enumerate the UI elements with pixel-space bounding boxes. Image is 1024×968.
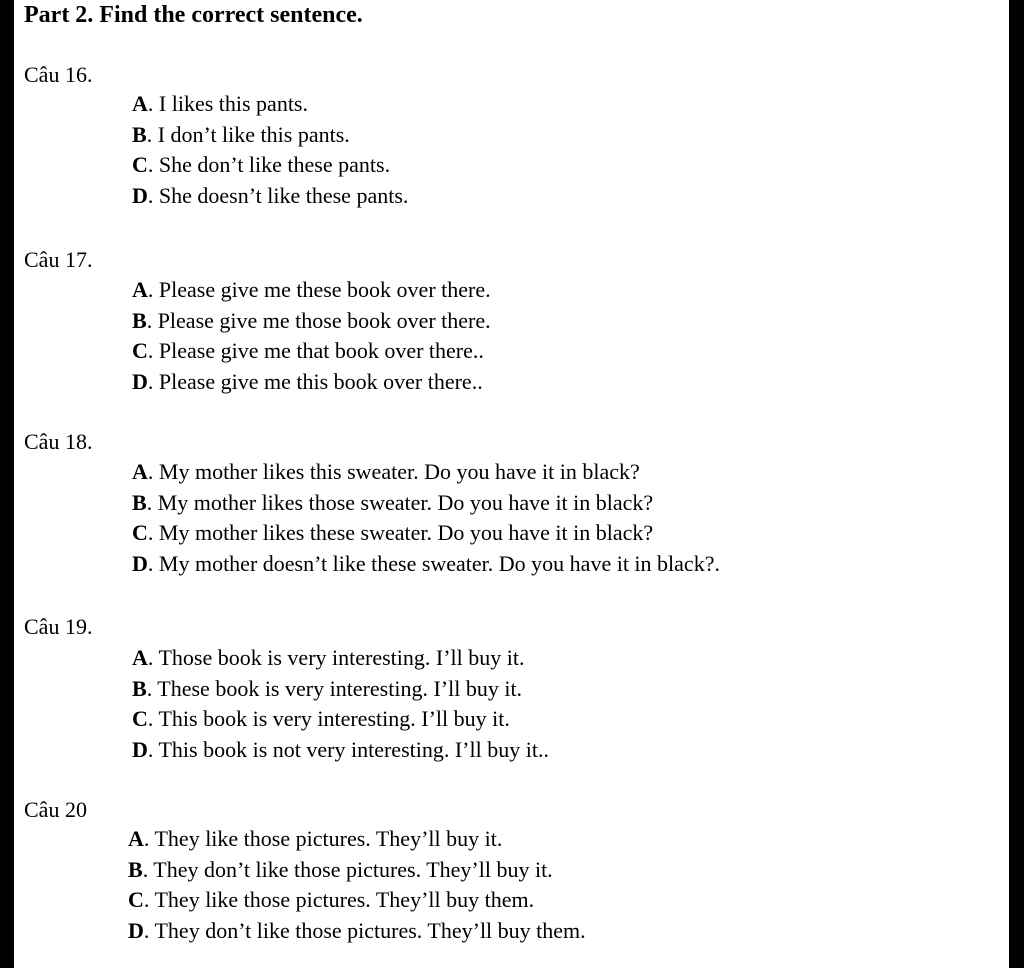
option-d [132, 735, 549, 766]
option-text: . My mother likes this sweater. Do you have it in black? [147, 459, 640, 484]
question-16-options [132, 89, 408, 211]
option-c [132, 336, 491, 367]
question-20-options [128, 824, 586, 946]
option-text: . My mother doesn’t like these sweater. Do you have it in black?. [147, 550, 720, 576]
option-text: . These book is very interesting. I’ll buy it. [146, 675, 523, 701]
option-a [132, 643, 549, 674]
question-19-label: Câu 19. [24, 614, 93, 639]
option-b [132, 488, 720, 519]
option-text: . This book is not very interesting. I’ll buy it.. [147, 736, 549, 762]
question-19-options [132, 643, 549, 765]
option-c [132, 704, 549, 735]
option-letter: B [132, 675, 147, 701]
option-letter: B [132, 121, 147, 147]
option-letter: C [132, 706, 148, 731]
question-17-label: Câu 17. [24, 247, 93, 272]
option-letter: D [132, 550, 148, 576]
option-letter: C [132, 152, 148, 177]
option-letter: C [132, 520, 148, 545]
option-text: . I likes this pants. [147, 91, 308, 116]
option-a [132, 89, 408, 120]
option-text: . I don’t like this pants. [146, 121, 350, 147]
option-text: . Please give me that book over there.. [147, 338, 484, 363]
option-letter: B [132, 489, 147, 515]
option-d [132, 181, 408, 212]
option-d [132, 549, 720, 580]
document-page [14, 0, 1009, 968]
option-text: . Please give me these book over there. [147, 277, 491, 302]
option-text: . They don’t like those pictures. They’ll buy it. [142, 856, 553, 882]
option-d [132, 367, 491, 398]
option-letter: A [132, 645, 148, 670]
option-a [128, 824, 586, 855]
question-17-options [132, 275, 491, 397]
option-d [128, 916, 586, 947]
option-text: . My mother likes those sweater. Do you have it in black? [146, 489, 654, 515]
option-letter: B [132, 307, 147, 333]
question-18-label: Câu 18. [24, 429, 93, 454]
option-text: . Please give me those book over there. [146, 307, 491, 333]
option-text: . They like those pictures. They’ll buy them. [143, 887, 535, 912]
option-c [132, 518, 720, 549]
option-letter: D [128, 917, 144, 943]
option-letter: D [132, 182, 148, 208]
option-text: . Please give me this book over there.. [147, 368, 483, 394]
option-letter: A [132, 277, 148, 302]
option-letter: D [132, 736, 148, 762]
option-letter: C [132, 338, 148, 363]
option-a [132, 457, 720, 488]
option-b [132, 120, 408, 151]
option-text: . She doesn’t like these pants. [147, 182, 409, 208]
question-20-label: Câu 20 [24, 797, 87, 822]
question-18-options [132, 457, 720, 579]
option-letter: C [128, 887, 144, 912]
option-text: . They like those pictures. They’ll buy it. [143, 826, 503, 851]
option-c [128, 885, 586, 916]
page-title: Part 2. Find the correct sentence. [24, 2, 363, 28]
option-text: . They don’t like those pictures. They’ll buy them. [143, 917, 586, 943]
option-letter: A [132, 459, 148, 484]
option-c [132, 150, 408, 181]
option-text: . Those book is very interesting. I’ll buy it. [147, 645, 525, 670]
option-b [132, 306, 491, 337]
option-letter: B [128, 856, 143, 882]
option-letter: A [128, 826, 144, 851]
option-text: . My mother likes these sweater. Do you have it in black? [147, 520, 654, 545]
option-a [132, 275, 491, 306]
option-b [128, 855, 586, 886]
option-letter: D [132, 368, 148, 394]
option-b [132, 674, 549, 705]
option-text: . This book is very interesting. I’ll buy it. [147, 706, 510, 731]
option-letter: A [132, 91, 148, 116]
question-16-label: Câu 16. [24, 62, 93, 87]
option-text: . She don’t like these pants. [147, 152, 391, 177]
